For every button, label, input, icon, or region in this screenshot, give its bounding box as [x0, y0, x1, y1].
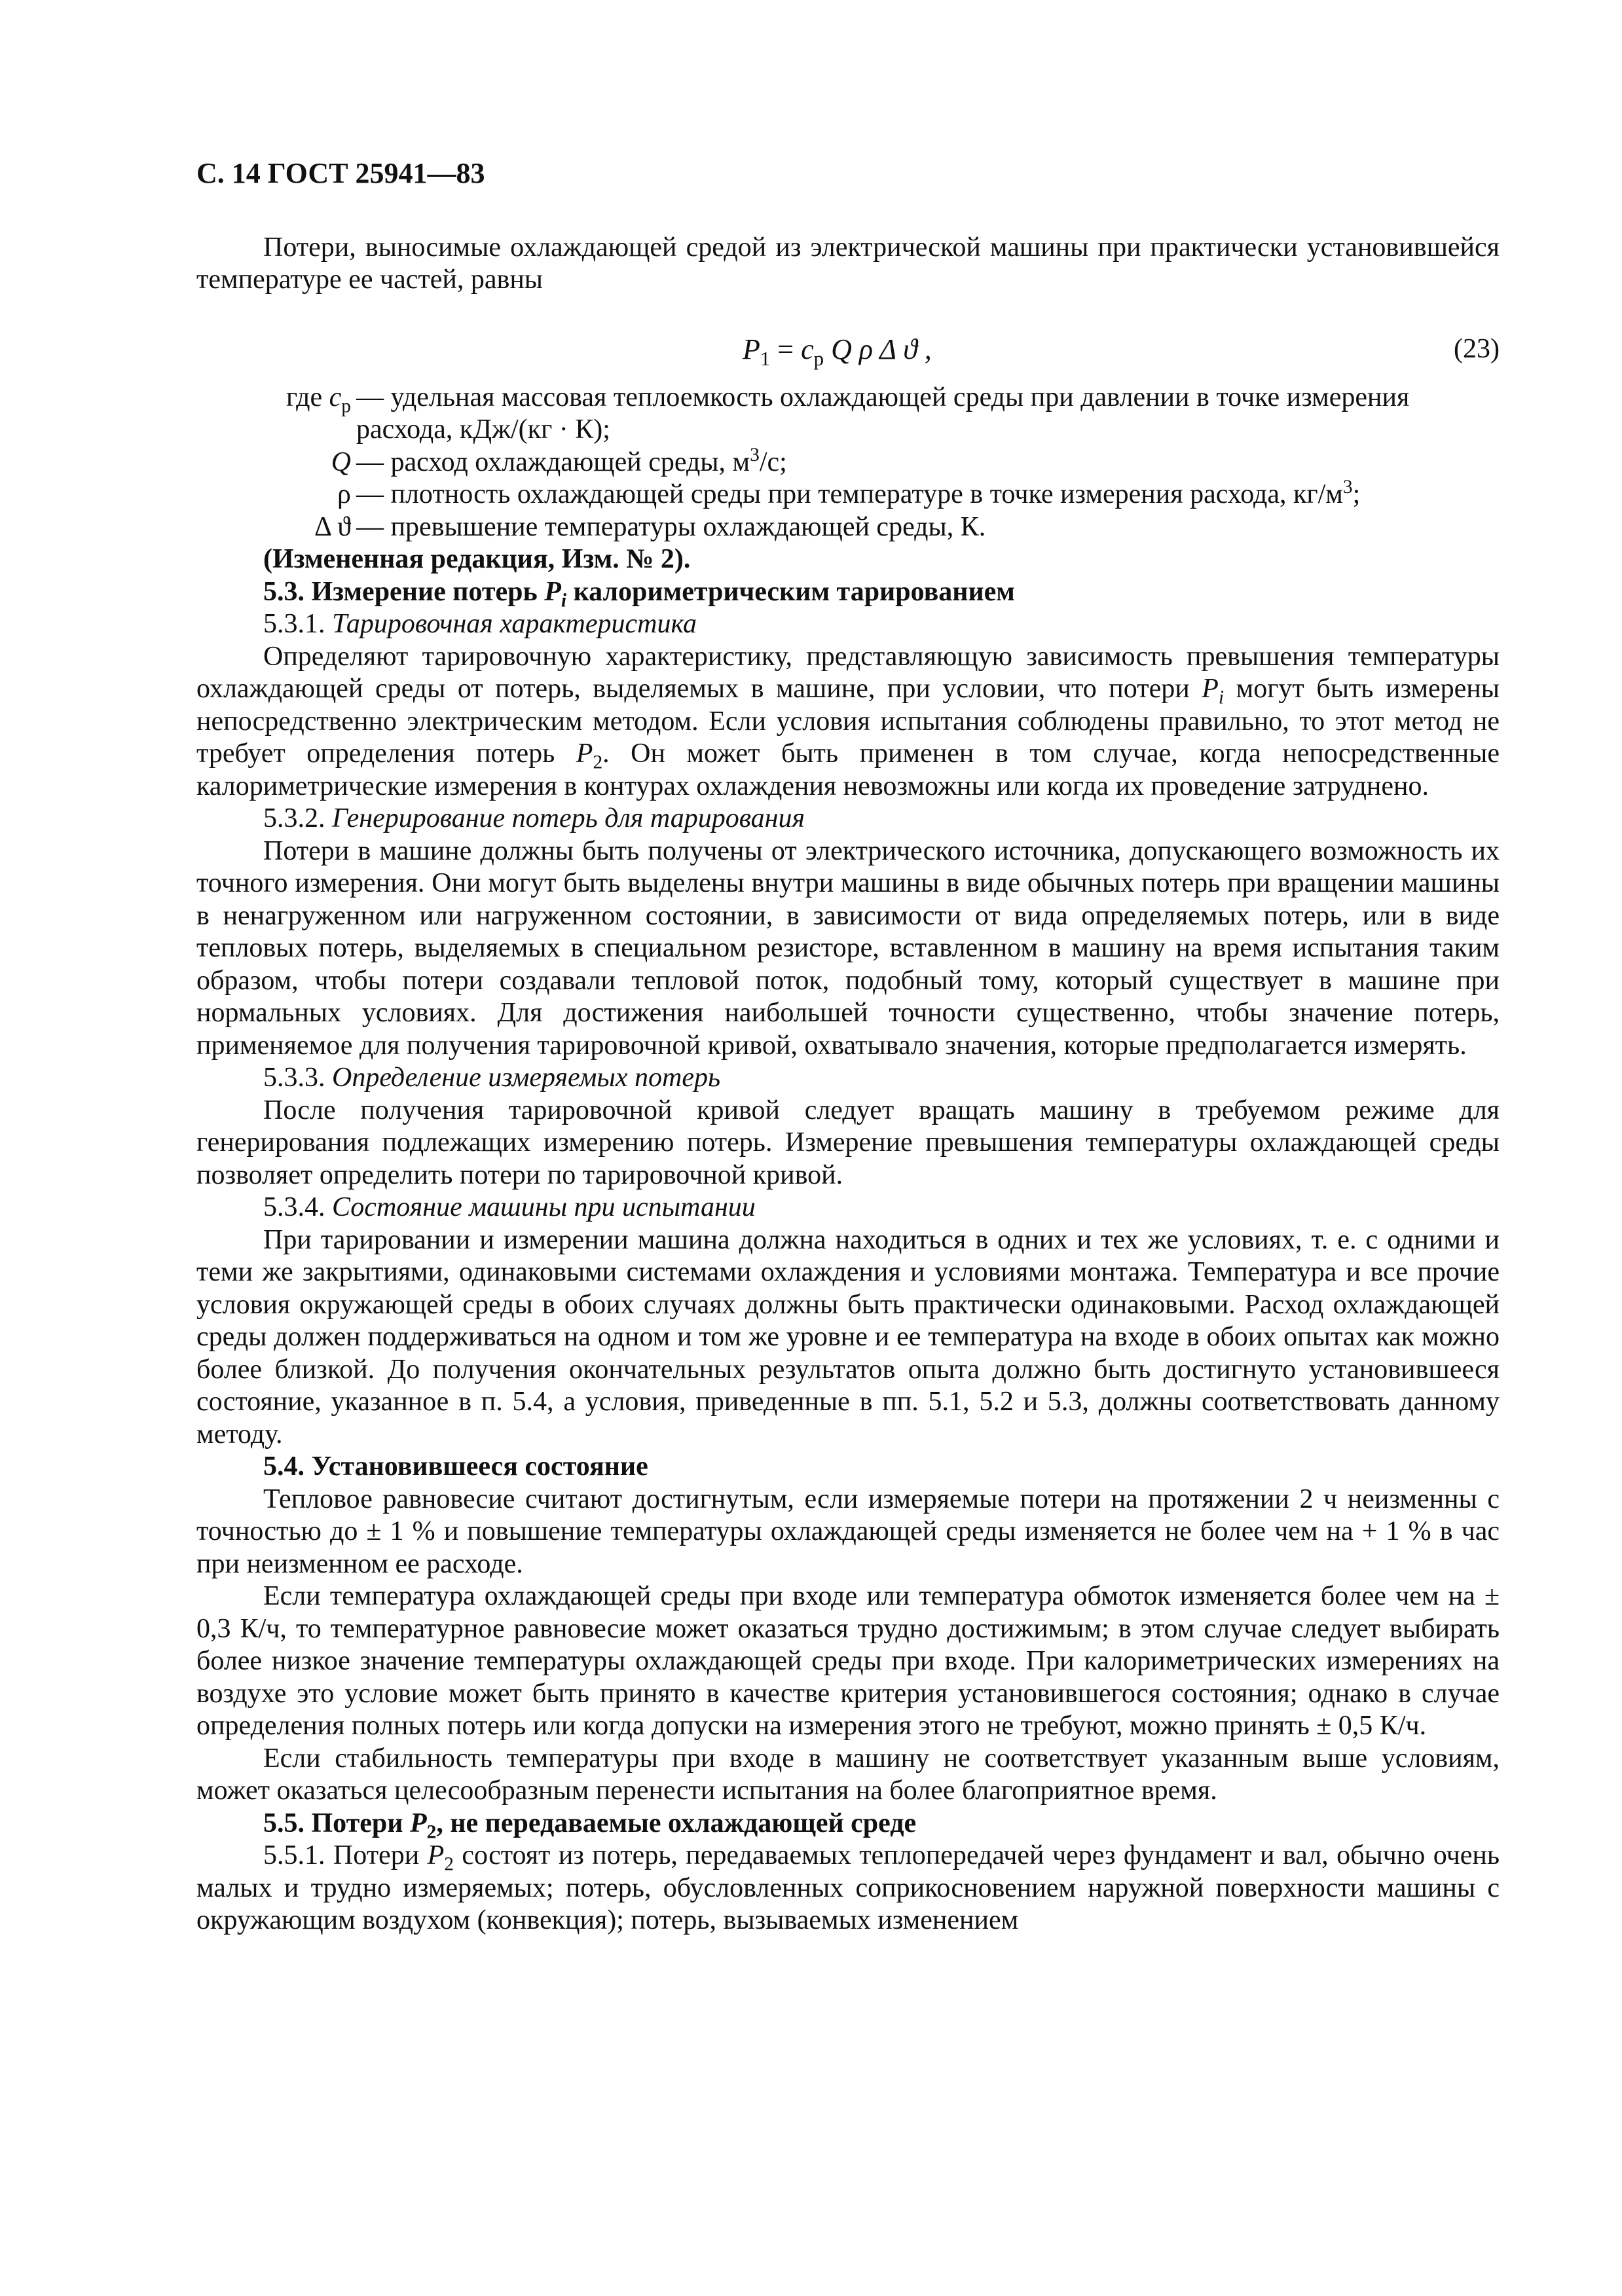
s531-sub: i	[1218, 687, 1225, 708]
s534-number: 5.3.4.	[263, 1192, 332, 1222]
section-5-3-title	[196, 576, 1500, 609]
definition-cp-text: — удельная массовая теплоемкость охлаждающей среды при давлении в точке измерения	[356, 382, 1410, 412]
formula-rest: Q ρ Δ ϑ ,	[824, 333, 932, 365]
definition-delta-theta	[196, 511, 1500, 544]
formula-c-subscript: p	[813, 347, 824, 370]
formula-equals: =	[770, 333, 802, 365]
definition-rho-symbol: ρ	[337, 479, 351, 509]
where-definitions	[196, 382, 1500, 544]
s531-sub2: 2	[593, 752, 603, 773]
s53-title-var: P	[544, 576, 561, 607]
definition-cp-symbol	[196, 382, 356, 414]
s531-text-b: могут быть измерены непосредственно электрическим методом. Если условия испытания соблюдены правильно, то этот метод не требует определения потерь	[196, 674, 1500, 769]
rho-text-b: ;	[1352, 479, 1361, 509]
section-5-3-4-paragraph: При тарировании и измерении машина должна находиться в одних и тех же условиях, т. е. с одними и теми же закрытиями, одинаковыми системами охлаждения и условиями монтажа. Температура и все прочие условия окружающей среды в обоих случаях должны быть практически одинаковыми. Расход охлаждающей среды должен поддерживаться на одном и том же уровне и ее температура на входе в обоих опытах как можно более близкой. До получения окончательных результатов опыта должно быть достигнуто установившееся состояние, указанное в п. 5.4, а условия, приведенные в пп. 5.1, 5.2 и 5.3, должны соответствовать данному методу.	[196, 1224, 1500, 1449]
section-5-3-2-paragraph: Потери в машине должны быть получены от электрического источника, допускающего возможность их точного измерения. Они могут быть выделены внутри машины в виде обычных потерь при вращении машины в ненагруженном или нагруженном состоянии, в зависимости от вида определяемых потерь, или в виде тепловых потерь, выделяемых в специальном резисторе, вставленном в машину на время испытания таким образом, чтобы потери создавали тепловой поток, подобный тому, который существует в машине при нормальных условиях. Для достижения наибольшей точности существенно, чтобы значение потерь, применяемое для получения тарировочной кривой, охватывало значения, которые предполагается измерять.	[196, 835, 1500, 1061]
definition-q-symbol: Q	[331, 446, 351, 477]
s533-number: 5.3.3.	[263, 1063, 332, 1093]
s55-title-a: 5.5. Потери	[263, 1808, 410, 1838]
definition-q-text	[356, 446, 1500, 479]
s531-var: P	[1202, 674, 1219, 704]
where-lead: где	[286, 382, 323, 412]
section-5-5-title	[196, 1808, 1500, 1840]
s53-title-b: калориметрическим тарированием	[566, 576, 1015, 607]
s55-title-var: P	[409, 1808, 427, 1838]
formula-c-symbol: c	[801, 333, 814, 365]
s534-title: Состояние машины при испытании	[332, 1192, 756, 1222]
s551-sub: 2	[444, 1853, 454, 1875]
s551-text-b: состоят из потерь, передаваемых теплопередачей через фундамент и вал, обычно очень малых и трудно измеряемых; потерь, обусловленных соприкосновением наружной поверхности машины с окружающим воздухом (конвекция); потерь, вызываемых изменением	[196, 1840, 1500, 1935]
section-5-4-paragraph-2: Если температура охлаждающей среды при входе или температура обмоток изменяется более чем на ± 0,3 К/ч, то температурное равновесие может оказаться трудно достижимым; в этом случае следует выбирать более низкое значение температуры охлаждающей среды при входе. При калориметрических измерениях на воздухе это условие может быть принято в качестве критерия установившегося состояния; однако в случае определения полных потерь или когда допуски на измерения этого не требуют, можно принять ± 0,5 К/ч.	[196, 1581, 1500, 1741]
s532-title: Генерирование потерь для тарирования	[332, 803, 805, 833]
definition-delta-theta-symbol: Δ ϑ	[314, 511, 351, 542]
section-5-4-paragraph-1: Тепловое равновесие считают достигнутым, если измеряемые потери на протяжении 2 ч неизменны с точностью до ± 1 % и повышение температуры охлаждающей среды изменяется не более чем на + 1 % в час при неизменном ее расходе.	[196, 1484, 1500, 1579]
s551-text-a: 5.5.1. Потери	[263, 1840, 428, 1870]
cp-subscript: p	[341, 395, 351, 416]
s55-title-sub: 2	[426, 1821, 437, 1842]
section-5-3-3-heading	[196, 1062, 1500, 1095]
rho-text-a: — плотность охлаждающей среды при температуре в точке измерения расхода, кг/м	[356, 479, 1343, 509]
s532-number: 5.3.2.	[263, 803, 332, 833]
page-header: С. 14 ГОСТ 25941—83	[196, 157, 485, 189]
formula-23	[196, 333, 1500, 370]
formula-expression	[743, 333, 932, 370]
s551-var: P	[427, 1840, 445, 1870]
section-5-3-2-heading	[196, 803, 1500, 835]
s531-text-a: Определяют тарировочную характеристику, представляющую зависимость превышения температуры охлаждающей среды от потерь, выделяемых в машине, при условии, что потери	[196, 641, 1500, 704]
section-5-4-title: 5.4. Установившееся состояние	[263, 1451, 648, 1482]
amendment-note: (Измененная редакция, Изм. № 2).	[263, 544, 691, 574]
rho-superscript: 3	[1342, 477, 1353, 498]
s55-title-b: , не передаваемые охлаждающей среде	[436, 1808, 917, 1838]
definition-cp	[196, 382, 1500, 414]
document-page	[196, 157, 1500, 1937]
equation-number: (23)	[1454, 333, 1500, 364]
s533-title: Определение измеряемых потерь	[332, 1063, 721, 1093]
section-5-3-3-paragraph: После получения тарировочной кривой следует вращать машину в требуемом режиме для генерирования подлежащих измерению потерь. Измерение превышения температуры охлаждающей среды позволяет определить потери по тарировочной кривой.	[196, 1095, 1500, 1190]
cp-symbol: c	[329, 382, 342, 412]
s53-title-sub: i	[561, 589, 567, 611]
intro-paragraph: Потери, выносимые охлаждающей средой из электрической машины при практически установившейся температуре ее частей, равны	[196, 232, 1500, 295]
definition-rho	[196, 479, 1500, 511]
formula-p-subscript: 1	[760, 347, 771, 370]
section-5-3-4-heading	[196, 1192, 1500, 1224]
definition-delta-theta-text: — превышение температуры охлаждающей среды, К.	[356, 511, 986, 542]
definition-rho-text	[356, 479, 1500, 511]
q-text-a: — расход охлаждающей среды, м	[356, 446, 750, 477]
s53-title-a: 5.3. Измерение потерь	[263, 576, 545, 607]
section-5-4-paragraph-3: Если стабильность температуры при входе в машину не соответствует указанным выше условиям, может оказаться целесообразным перенести испытания на более благоприятное время.	[196, 1743, 1500, 1806]
s531-title: Тарировочная характеристика	[332, 609, 697, 639]
section-5-3-1-heading	[196, 608, 1500, 641]
s531-number: 5.3.1.	[263, 609, 332, 639]
formula-p-symbol: P	[743, 333, 760, 365]
s531-text-c: . Он может быть применен в том случае, когда непосредственные калориметрические измерения в контурах охлаждения невозможны или когда их проведение затруднено.	[196, 738, 1500, 801]
definition-cp-continuation: расхода, кДж/(кг · К);	[356, 414, 610, 445]
section-5-3-1-paragraph	[196, 641, 1500, 803]
definition-q	[196, 446, 1500, 479]
s531-var2: P	[576, 738, 593, 769]
section-5-5-1-paragraph	[196, 1840, 1500, 1937]
q-superscript: 3	[750, 444, 760, 465]
q-text-b: /с;	[759, 446, 787, 477]
